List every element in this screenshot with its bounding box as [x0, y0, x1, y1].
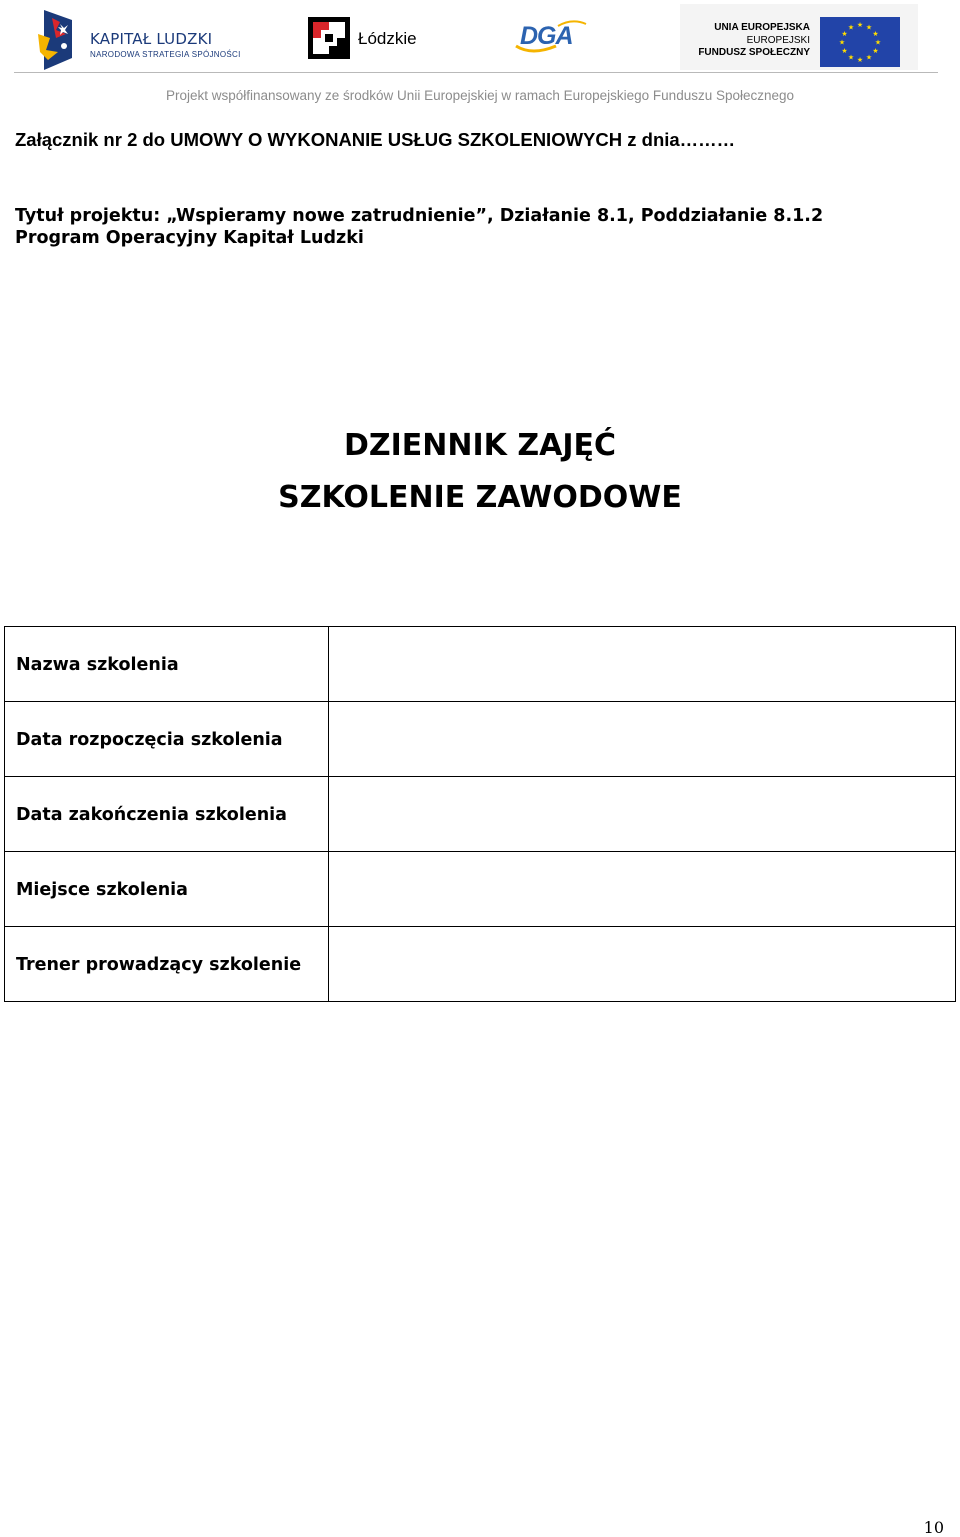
svg-text:★: ★	[847, 53, 855, 62]
heading-line-2: SZKOLENIE ZAWODOWE	[278, 480, 682, 515]
lodzkie-logo-text: Łódzkie	[358, 29, 417, 48]
row-label-location: Miejsce szkolenia	[5, 852, 329, 927]
heading-line-1: DZIENNIK ZAJĘĆ	[343, 428, 617, 463]
header-logo-bar	[0, 0, 960, 72]
kapital-ludzki-logo-icon	[36, 8, 76, 72]
svg-text:★: ★	[838, 38, 846, 47]
svg-text:★: ★	[856, 21, 864, 29]
row-label-trainer: Trener prowadzący szkolenie	[5, 927, 329, 1002]
lodzkie-logo	[308, 17, 448, 61]
trainer-field[interactable]	[329, 927, 956, 1002]
eu-logo-line3: FUNDUSZ SPOŁECZNY	[698, 47, 810, 58]
training-name-field[interactable]	[329, 627, 956, 702]
svg-text:★: ★	[872, 30, 879, 38]
svg-text:★: ★	[865, 53, 873, 62]
dga-logo-text: DGA	[520, 22, 573, 50]
eu-flag-icon	[820, 17, 900, 67]
dga-logo	[512, 16, 590, 58]
table-row	[5, 927, 956, 1002]
svg-text:★: ★	[847, 23, 855, 32]
svg-text:★: ★	[865, 23, 873, 32]
lodzkie-logo-icon	[308, 17, 350, 59]
table-row	[5, 777, 956, 852]
svg-text:★: ★	[841, 47, 848, 55]
row-label-training-name: Nazwa szkolenia	[5, 627, 329, 702]
svg-text:★: ★	[872, 47, 879, 55]
main-heading	[0, 420, 960, 524]
row-label-end-date: Data zakończenia szkolenia	[5, 777, 329, 852]
header-divider	[14, 72, 938, 73]
eu-logo-text	[698, 22, 810, 60]
eu-logo	[680, 4, 918, 70]
table-row	[5, 702, 956, 777]
svg-text:★: ★	[856, 56, 864, 64]
eu-logo-line2: EUROPEJSKI	[746, 34, 810, 46]
attachment-title: Załącznik nr 2 do UMOWY O WYKONANIE USŁUG SZKOLENIOWYCH z dnia………	[15, 129, 736, 150]
project-title-line1: Tytuł projektu: „Wspieramy nowe zatrudnienie”, Działanie 8.1, Poddziałanie 8.1.2	[15, 206, 824, 226]
svg-text:★: ★	[874, 38, 882, 47]
cofinancing-note: Projekt współfinansowany ze środków Unii Europejskiej w ramach Europejskiego Funduszu Społecznego	[165, 88, 795, 103]
row-label-start-date: Data rozpoczęcia szkolenia	[5, 702, 329, 777]
kapital-ludzki-logo	[36, 8, 246, 72]
eu-logo-line1: UNIA EUROPEJSKA	[714, 22, 810, 33]
table-row	[5, 852, 956, 927]
kapital-ludzki-subtitle: NARODOWA STRATEGIA SPÓJNOŚCI	[90, 50, 241, 59]
end-date-field[interactable]	[329, 777, 956, 852]
training-info-table	[4, 626, 956, 1002]
kapital-ludzki-title: KAPITAŁ LUDZKI	[90, 30, 213, 48]
table-row	[5, 627, 956, 702]
start-date-field[interactable]	[329, 702, 956, 777]
project-title-line2: Program Operacyjny Kapitał Ludzki	[15, 228, 364, 248]
svg-text:★: ★	[841, 30, 848, 38]
location-field[interactable]	[329, 852, 956, 927]
page-number: 10	[923, 1518, 944, 1537]
